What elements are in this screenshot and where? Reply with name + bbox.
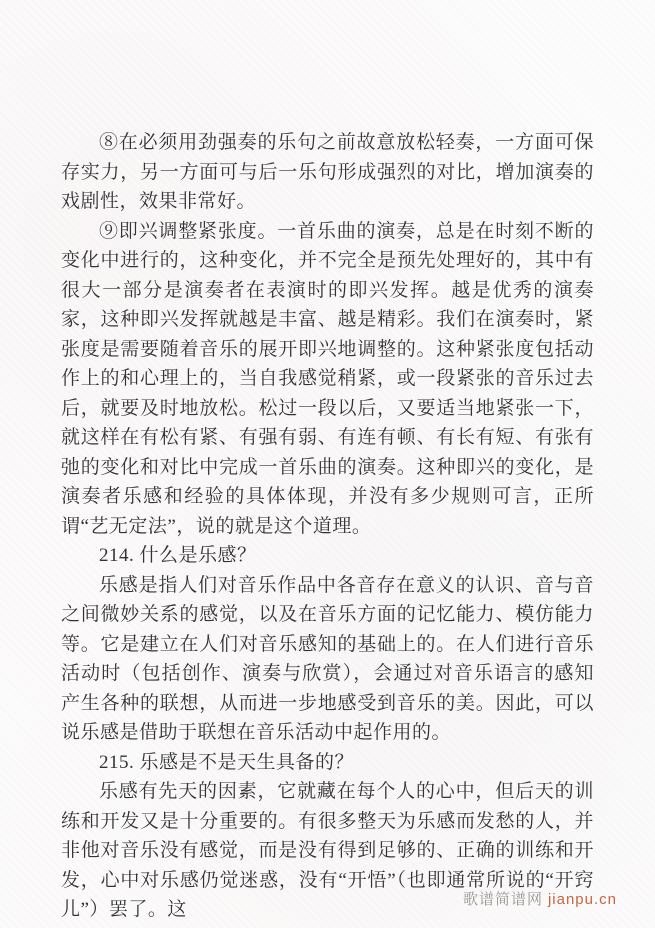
watermark-site-url: jianpu.cn	[547, 891, 617, 908]
watermark-site-name: 歌谱简谱网	[462, 892, 543, 908]
paragraph-answer-214: 乐感是指人们对音乐作品中各音存在意义的认识、音与音之间微妙关系的感觉，以及在音乐方面的记忆能力、模仿能力等。它是建立在人们对音乐感知的基础上的。在人们进行音乐活动时（包括创作、演奏与欣赏），会通过对音乐语言的感知产生各种的联想，从而进一步地感受到音乐的美。因此，可以说乐感是借助于联想在音乐活动中起作用的。	[61, 574, 594, 743]
paragraph-tip-8: ⑧在必须用劲强奏的乐句之前故意放松轻奏，一方面可保存实力，另一方面可与后一乐句形成强烈的对比，增加演奏的戏剧性，效果非常好。	[61, 132, 594, 212]
page-text-block	[61, 128, 594, 925]
paragraph-tip-9: ⑨即兴调整紧张度。一首乐曲的演奏，总是在时刻不断的变化中进行的，这种变化，并不完全是预先处理好的，其中有很大一部分是演奏者在表演时的即兴发挥。越是优秀的演奏家，这种即兴发挥就越是丰富、越是精彩。我们在演奏时，紧张度是需要随着音乐的展开即兴地调整的。这种紧张度包括动作上的和心理上的，当自我感觉稍紧，或一段紧张的音乐过去后，就要及时地放松。松过一段以后，又要适当地紧张一下，就这样在有松有紧、有强有弱、有连有顿、有长有短、有张有弛的变化和对比中完成一首乐曲的演奏。这种即兴的变化，是演奏者乐感和经验的具体体现，并没有多少规则可言，正所谓“艺无定法”，说的就是这个道理。	[61, 220, 594, 537]
paragraph-answer-215: 乐感有先天的因素，它就藏在每个人的心中，但后天的训练和开发又是十分重要的。有很多整天为乐感而发愁的人，并非他对音乐没有感觉，而是没有得到足够的、正确的训练和开发，心中对乐感仍觉迷惑，没有“开悟”（也即通常所说的“开窍儿”）罢了。这	[61, 781, 594, 920]
question-heading-214: 214. 什么是乐感？	[99, 545, 257, 566]
watermark	[463, 890, 617, 910]
question-heading-215: 215. 乐感是不是天生具备的？	[99, 751, 355, 773]
